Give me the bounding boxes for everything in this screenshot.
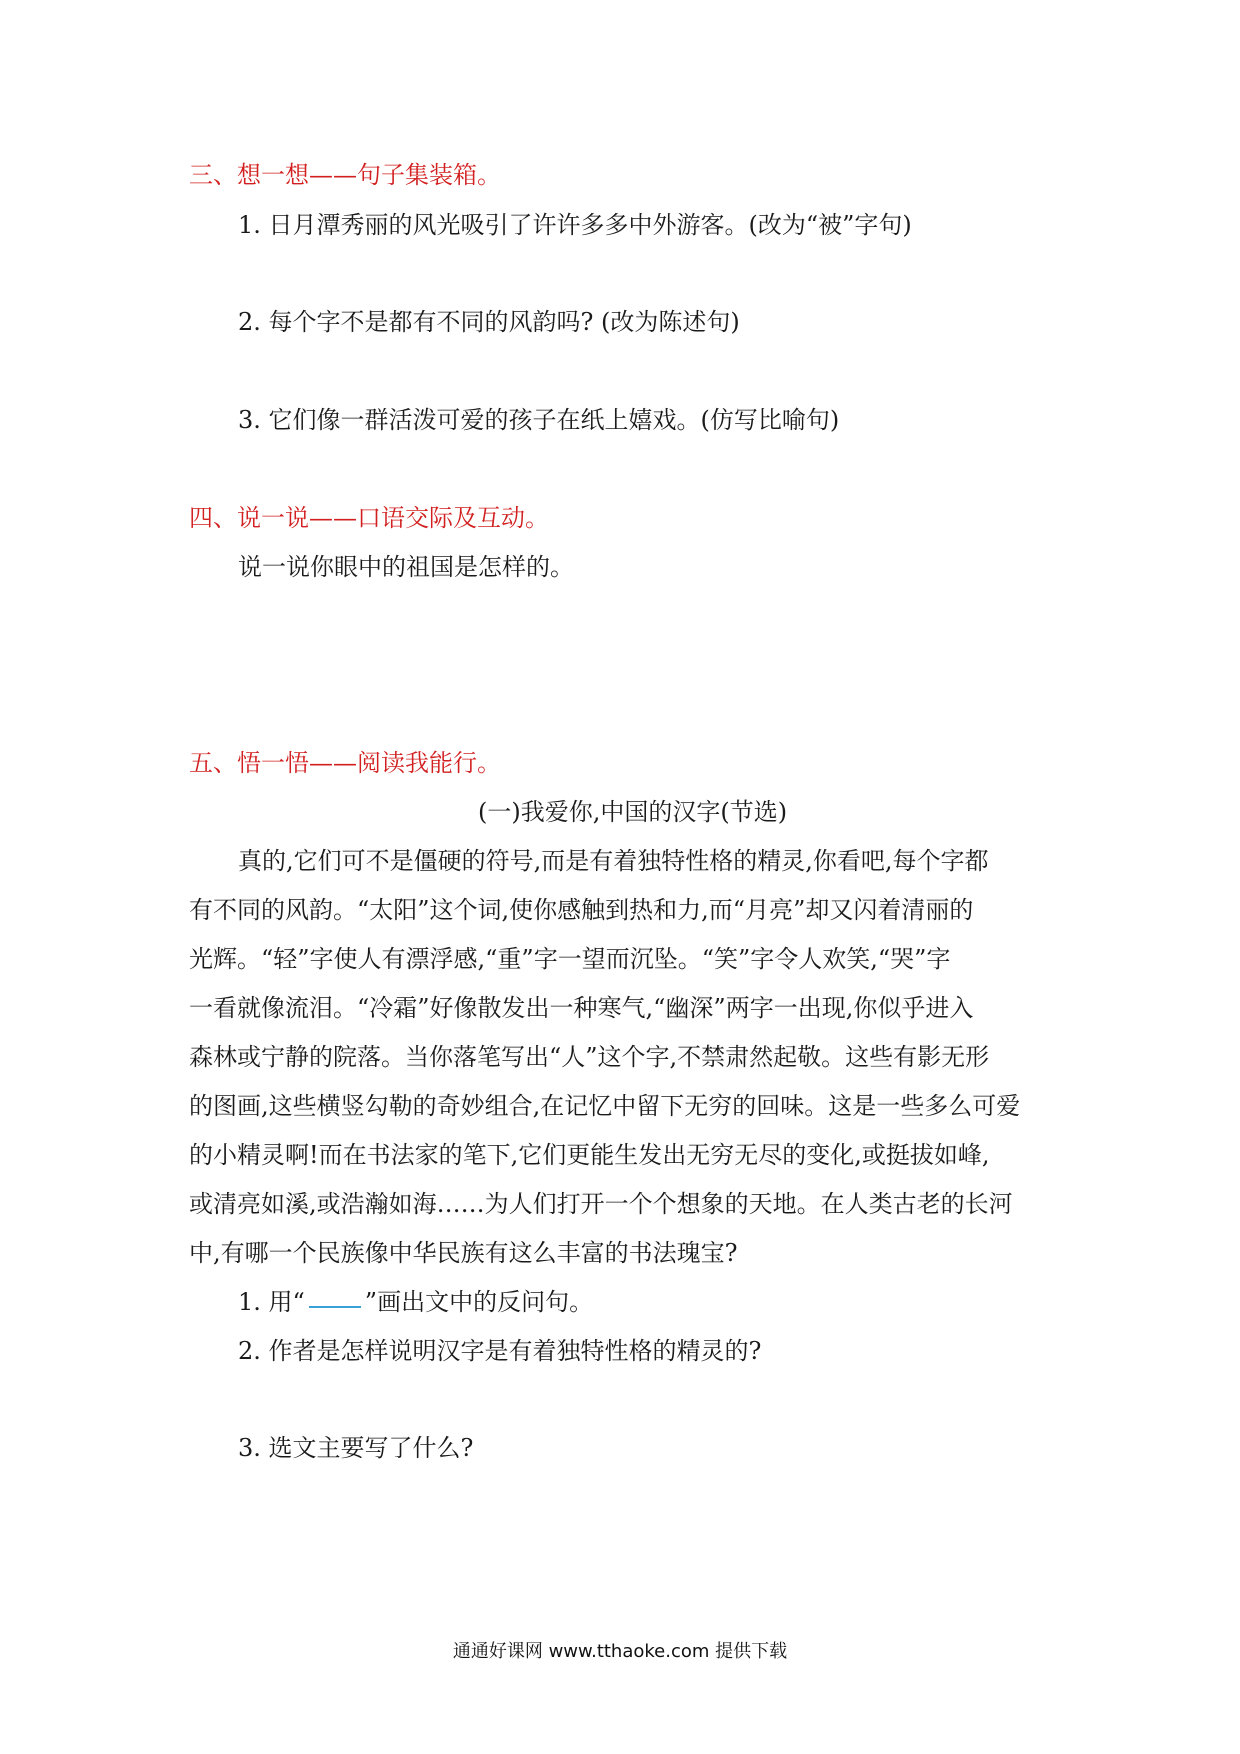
underline-mark <box>309 1306 361 1308</box>
passage-line: 的图画,这些横竖勾勒的奇妙组合,在记忆中留下无穷的回味。这是一些多么可爱 <box>189 1092 1021 1120</box>
passage-line: 森林或宁静的院落。当你落笔写出“人”这个字,不禁肃然起敬。这些有影无形 <box>189 1043 990 1071</box>
passage-line: 的小精灵啊!而在书法家的笔下,它们更能生发出无穷无尽的变化,或挺拔如峰, <box>189 1141 990 1169</box>
section-5-question-2: 2. 作者是怎样说明汉字是有着独特性格的精灵的? <box>238 1337 762 1365</box>
section-5-heading: 五、悟一悟——阅读我能行。 <box>189 749 501 777</box>
passage-line: 或清亮如溪,或浩瀚如海……为人们打开一个个想象的天地。在人类古老的长河 <box>189 1190 1013 1218</box>
section-3-heading: 三、想一想——句子集装箱。 <box>189 161 501 189</box>
passage-line: 光辉。“轻”字使人有漂浮感,“重”字一望而沉坠。“笑”字令人欢笑,“哭”字 <box>189 945 951 973</box>
passage-line: 中,有哪一个民族像中华民族有这么丰富的书法瑰宝? <box>189 1239 738 1267</box>
section-3-question-3: 3. 它们像一群活泼可爱的孩子在纸上嬉戏。(仿写比喻句) <box>238 406 840 434</box>
passage-title: (一)我爱你,中国的汉字(节选) <box>478 798 788 826</box>
passage-line: 真的,它们可不是僵硬的符号,而是有着独特性格的精灵,你看吧,每个字都 <box>238 847 989 875</box>
section-4-heading: 四、说一说——口语交际及互动。 <box>189 504 549 532</box>
section-3-question-2: 2. 每个字不是都有不同的风韵吗? (改为陈述句) <box>238 308 740 336</box>
section-5-question-1 <box>238 1287 593 1317</box>
section-3-question-1: 1. 日月潭秀丽的风光吸引了许许多多中外游客。(改为“被”字句) <box>238 211 912 239</box>
question-1-text-before: 1. 用“ <box>238 1288 305 1316</box>
passage-line: 有不同的风韵。“太阳”这个词,使你感触到热和力,而“月亮”却又闪着清丽的 <box>189 896 974 924</box>
section-4-prompt: 说一说你眼中的祖国是怎样的。 <box>238 553 574 581</box>
passage-line: 一看就像流泪。“冷霜”好像散发出一种寒气,“幽深”两字一出现,你似乎进入 <box>189 994 974 1022</box>
question-1-text-after: ”画出文中的反问句。 <box>364 1288 594 1316</box>
footer-credit: 通通好课网 www.tthaoke.com 提供下载 <box>452 1641 788 1662</box>
section-5-question-3: 3. 选文主要写了什么? <box>238 1434 474 1462</box>
